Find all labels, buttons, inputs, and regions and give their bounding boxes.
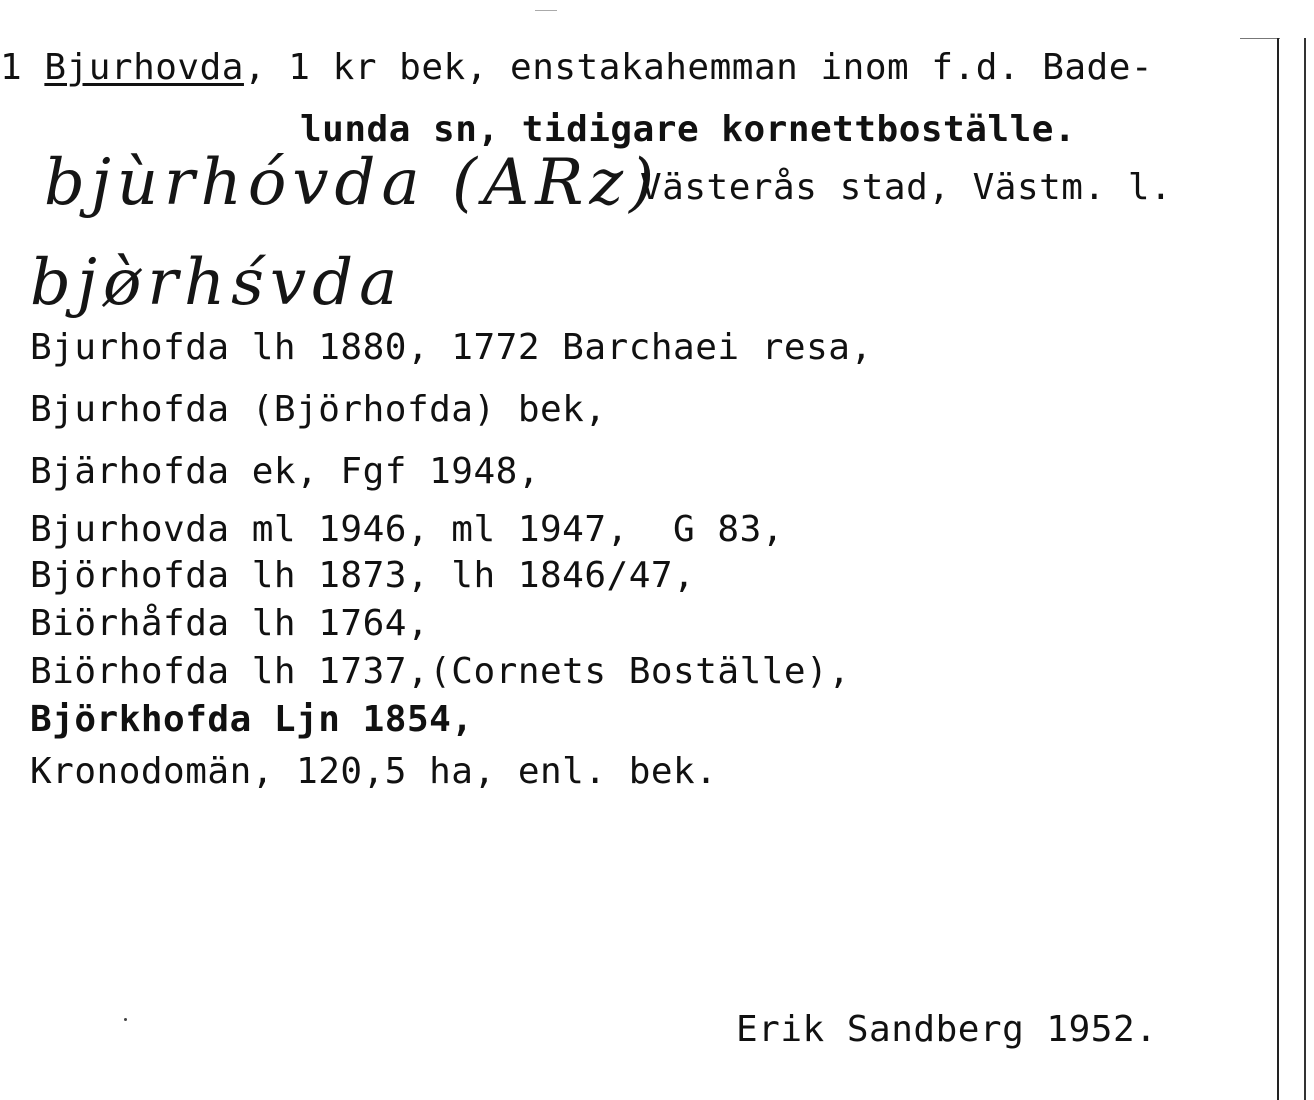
entry-line: Bjärhofda ek, Fgf 1948,	[30, 451, 540, 492]
scan-speck	[124, 1018, 127, 1021]
entry-line: Biörhofda lh 1737,(Cornets Boställe),	[30, 651, 851, 692]
signature: Erik Sandberg 1952.	[736, 1009, 1158, 1050]
entry-line: Bjurhofda lh 1880, 1772 Barchaei resa,	[30, 327, 873, 368]
location-text: Västerås stad, Västm. l.	[640, 167, 1173, 208]
place-name: Bjurhovda	[44, 47, 244, 88]
entry-line: Bjurhovda ml 1946, ml 1947, G 83,	[30, 509, 784, 550]
entry-line: Biörhåfda lh 1764,	[30, 603, 430, 644]
card-heading-line2: lunda sn, tidigare kornettboställe.	[300, 109, 1077, 150]
scan-right-edge	[1304, 38, 1306, 1100]
handwritten-form-2: bjø̀rhśvda	[30, 246, 404, 320]
card-number: 1	[0, 47, 23, 88]
card-right-edge	[1277, 38, 1279, 1100]
entry-line: Kronodomän, 120,5 ha, enl. bek.	[30, 751, 718, 792]
entry-line: Bjurhofda (Björhofda) bek,	[30, 389, 607, 430]
card-heading-line1	[0, 48, 1153, 88]
scan-speck	[535, 10, 557, 11]
entry-line: Björkhofda Ljn 1854,	[30, 699, 474, 740]
handwritten-form-1: bjùrhóvda (ARz)	[44, 146, 661, 220]
card-top-edge	[1240, 38, 1280, 39]
heading-description: , 1 kr bek, enstakahemman inom f.d. Bade-	[243, 47, 1154, 88]
entry-line: Björhofda lh 1873, lh 1846/47,	[30, 555, 696, 596]
